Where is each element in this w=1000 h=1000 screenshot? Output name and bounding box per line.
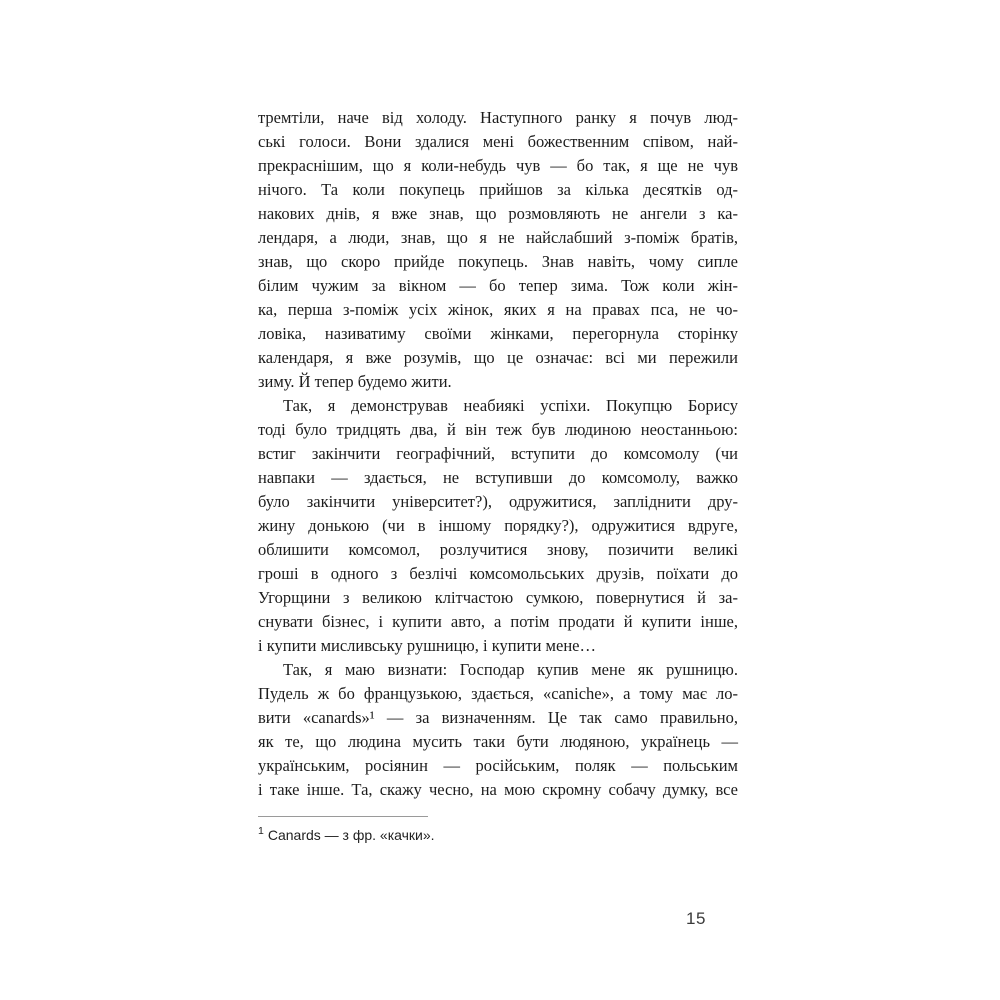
text-line: ловіка, називатиму своїми жінками, перегорнула сторінку bbox=[258, 324, 738, 343]
text-line: встиг закінчити географічний, вступити до комсомолу (чи bbox=[258, 444, 738, 463]
text-line: гроші в одного з безлічі комсомольських друзів, поїхати до bbox=[258, 564, 738, 583]
text-line: нічого. Та коли покупець прийшов за кілька десятків од- bbox=[258, 180, 738, 199]
text-line: прекраснішим, що я коли-небудь чув — бо так, я ще не чув bbox=[258, 156, 738, 175]
text-line: було закінчити університет?), одружитися, запліднити дру- bbox=[258, 492, 738, 511]
text-line: вити «canards»¹ — за визначенням. Це так само правильно, bbox=[258, 708, 738, 727]
paragraph bbox=[258, 394, 738, 658]
text-line: зиму. Й тепер будемо жити. bbox=[258, 372, 452, 391]
footnote-block bbox=[258, 816, 738, 844]
text-line: і купити мисливську рушницю, і купити мене… bbox=[258, 636, 596, 655]
text-line: тоді було тридцять два, й він теж був людиною неостанньою: bbox=[258, 420, 738, 439]
text-line: навпаки — здається, не вступивши до комсомолу, важко bbox=[258, 468, 738, 487]
page-number: 15 bbox=[686, 909, 706, 928]
text-line: знав, що скоро прийде покупець. Знав навіть, чому сипле bbox=[258, 252, 738, 271]
text-line: і таке інше. Та, скажу чесно, на мою скромну собачу думку, все bbox=[258, 780, 738, 799]
text-line: снувати бізнес, і купити авто, а потім продати й купити інше, bbox=[258, 612, 738, 631]
text-line: облишити комсомол, розлучитися знову, позичити великі bbox=[258, 540, 738, 559]
footnote-rule bbox=[258, 816, 428, 817]
text-line: тремтіли, наче від холоду. Наступного ранку я почув люд- bbox=[258, 108, 738, 127]
text-line: Угорщини з великою клітчастою сумкою, повернутися й за- bbox=[258, 588, 738, 607]
text-line: Пудель ж бо французькою, здається, «caniche», а тому має ло- bbox=[258, 684, 738, 703]
text-line: як те, що людина мусить таки бути людяною, українець — bbox=[258, 732, 738, 751]
text-line: накових днів, я вже знав, що розмовляють не ангели з ка- bbox=[258, 204, 738, 223]
text-line: білим чужим за вікном — бо тепер зима. Тож коли жін- bbox=[258, 276, 738, 295]
paragraph bbox=[258, 658, 738, 802]
footnote-marker: 1 bbox=[258, 825, 264, 838]
text-line: календаря, я вже розумів, що це означає: всі ми пережили bbox=[258, 348, 738, 367]
text-line: Так, я маю визнати: Господар купив мене як рушницю. bbox=[283, 660, 738, 679]
paragraph bbox=[258, 106, 738, 394]
footnote bbox=[258, 826, 738, 844]
text-line: ські голоси. Вони здалися мені божественним співом, най- bbox=[258, 132, 738, 151]
footnote-label: Canards — з фр. «качки». bbox=[267, 827, 435, 843]
text-line: лендаря, а люди, знав, що я не найслабший з-поміж братів, bbox=[258, 228, 738, 247]
text-line: жину донькою (чи в іншому порядку?), одружитися вдруге, bbox=[258, 516, 738, 535]
text-line: Так, я демонстрував неабиякі успіхи. Покупцю Борису bbox=[283, 396, 738, 415]
text-line: українським, росіянин — російським, поляк — польським bbox=[258, 756, 738, 775]
body-text bbox=[258, 106, 738, 802]
text-line: ка, перша з-поміж усіх жінок, яких я на правах пса, не чо- bbox=[258, 300, 738, 319]
